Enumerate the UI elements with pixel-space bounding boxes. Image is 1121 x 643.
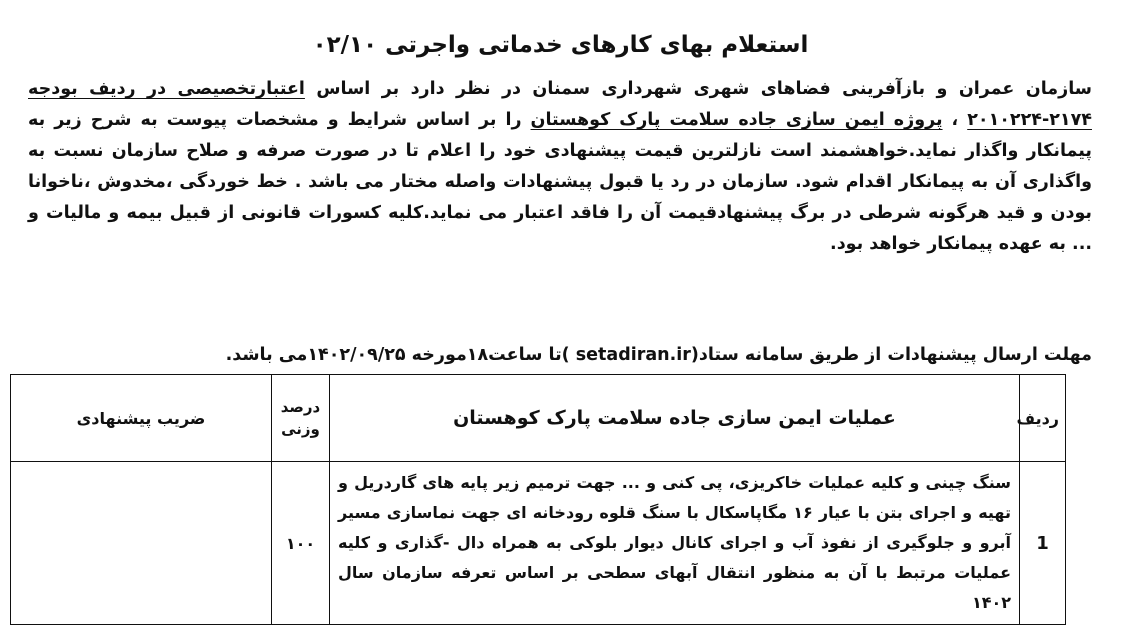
header-weight-percent: درصد وزنی bbox=[272, 375, 330, 462]
header-row-number: ردیف bbox=[1020, 375, 1066, 462]
row-proposed-coefficient[interactable] bbox=[11, 462, 272, 625]
header-proposed-coefficient: ضریب پیشنهادی bbox=[11, 375, 272, 462]
intro-paragraph bbox=[28, 74, 1092, 260]
row-number: 1 bbox=[1020, 462, 1066, 625]
row-description: سنگ چینی و کلیه عملیات خاکریزی، پی کنی و ... جهت ترمیم زیر پایه های گاردریل و تهیه و اجرای بتن با عیار ۱۶ مگاپاسکال با سنگ قلوه رودخانه ای جهت نماسازی مسیر آبرو و جلوگیری از نفوذ آب و اجرای کانال دیوار بلوکی به همراه دال -گذاری و کلیه عملیات مرتبط با آن به منظور انتقال آبهای سطحی بر اساس تعرفه سازمان سال ۱۴۰۲ bbox=[330, 462, 1020, 625]
project-name: پروژه ایمن سازی جاده سلامت پارک کوهستان bbox=[530, 110, 943, 130]
submission-deadline: مهلت ارسال پیشنهادات از طریق سامانه ستاد(setadiran.ir )تا ساعت۱۸مورخه ۱۴۰۲/۰۹/۲۵می باشد. bbox=[225, 345, 1092, 365]
document-title: استعلام بهای کارهای خدماتی واجرتی ۰۲/۱۰ bbox=[312, 32, 809, 58]
table-header-row bbox=[11, 375, 1066, 462]
paragraph-text-2: ، bbox=[942, 110, 968, 130]
table-row bbox=[11, 462, 1066, 625]
operations-table bbox=[10, 374, 1066, 625]
row-weight-percent: ۱۰۰ bbox=[272, 462, 330, 625]
paragraph-text-3: را بر اساس شرایط و مشخصات پیوست به شرح زیر به پیمانکار واگذار نماید.خواهشمند است نازلترین قیمت پیشنهادی خود را اعلام تا در صورت صرفه و صلاح سازمان نسبت به واگذاری آن به پیمانکار اقدام شود. سازمان در رد یا قبول پیشنهادات واصله مختار می باشد . خط خوردگی ،مخدوش ،ناخوانا بودن و قید هرگونه شرطی در برگ پیشنهادقیمت آن را فاقد اعتبار می نماید.کلیه کسورات قانونی از قبیل بیمه و مالیات و ... به عهده پیمانکار خواهد بود. bbox=[28, 110, 1092, 254]
header-operations: عملیات ایمن سازی جاده سلامت پارک کوهستان bbox=[330, 375, 1020, 462]
budget-line-reference: اعتبارتخصیصی در ردیف بودجه ۲۱۷۴-۲۰۱۰۲۲۴ bbox=[28, 79, 1092, 130]
paragraph-text-1: سازمان عمران و بازآفرینی فضاهای شهری شهرداری سمنان در نظر دارد بر اساس bbox=[304, 79, 1092, 99]
